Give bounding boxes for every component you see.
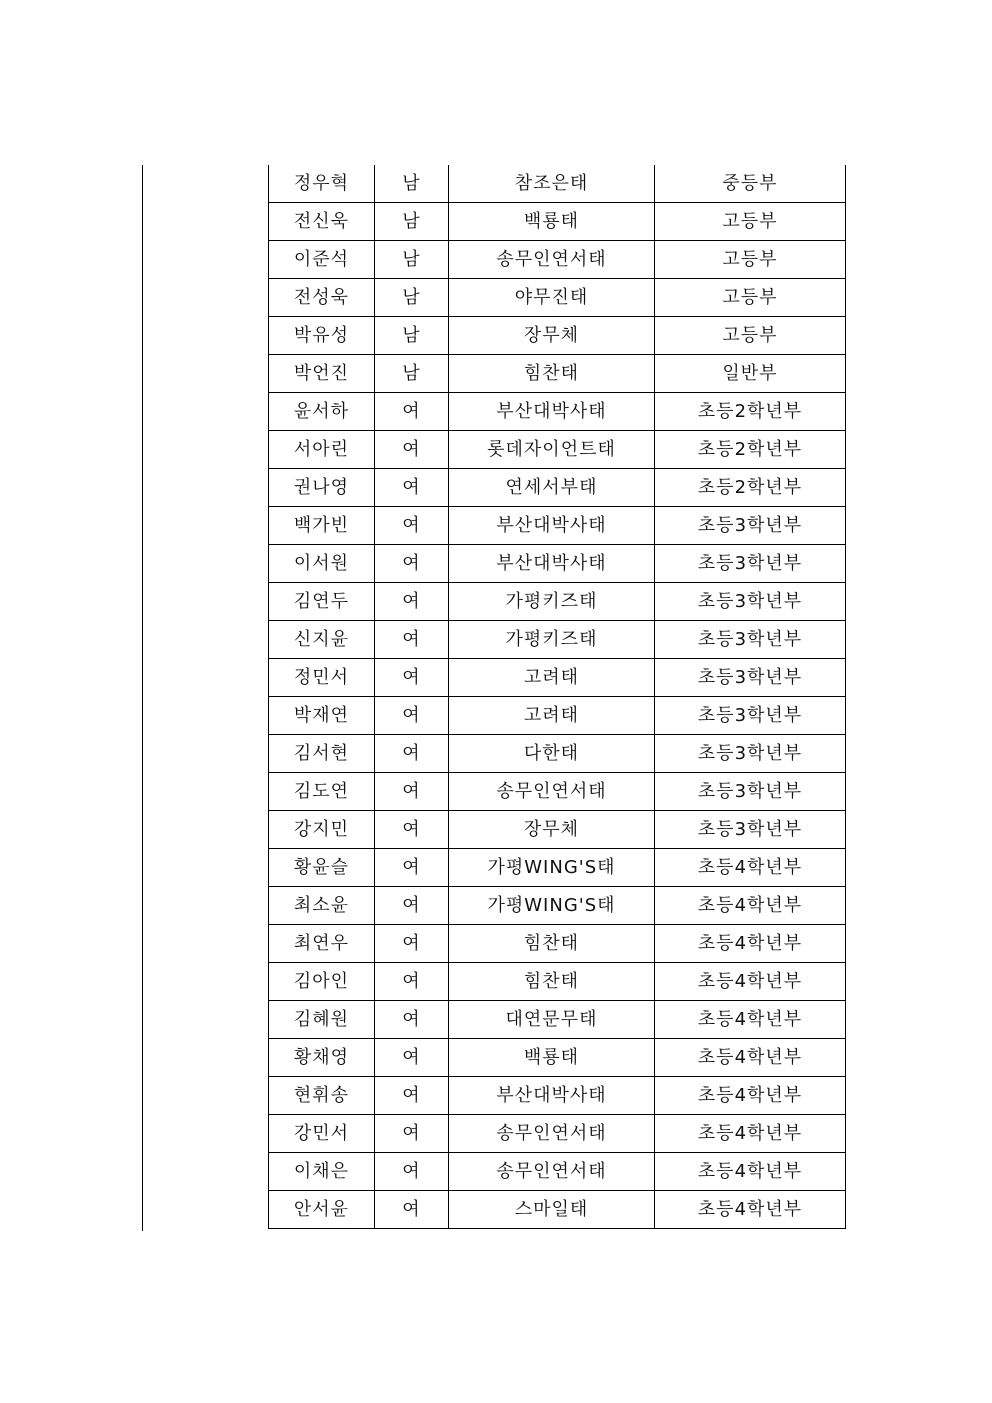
name-cell: 박언진 [269, 355, 375, 393]
gender-cell: 남 [375, 355, 449, 393]
gym-cell: 부산대박사태 [449, 393, 655, 431]
gym-cell: 백룡태 [449, 1039, 655, 1077]
gender-cell: 여 [375, 925, 449, 963]
division-cell: 초등3학년부 [655, 507, 846, 545]
table-row [269, 697, 846, 735]
gym-cell: 부산대박사태 [449, 545, 655, 583]
table-row [269, 925, 846, 963]
table-row [269, 317, 846, 355]
name-cell: 김혜원 [269, 1001, 375, 1039]
division-cell: 초등3학년부 [655, 659, 846, 697]
gym-cell: 가평WING'S태 [449, 849, 655, 887]
gym-cell: 롯데자이언트태 [449, 431, 655, 469]
gender-cell: 여 [375, 697, 449, 735]
table-row [269, 887, 846, 925]
gender-cell: 여 [375, 469, 449, 507]
division-cell: 초등4학년부 [655, 887, 846, 925]
table-row [269, 469, 846, 507]
gender-cell: 여 [375, 1153, 449, 1191]
division-cell: 고등부 [655, 203, 846, 241]
table-row [269, 203, 846, 241]
table-row [269, 393, 846, 431]
name-cell: 황윤슬 [269, 849, 375, 887]
gym-cell: 고려태 [449, 659, 655, 697]
name-cell: 이서원 [269, 545, 375, 583]
gym-cell: 가평키즈태 [449, 621, 655, 659]
gym-cell: 가평키즈태 [449, 583, 655, 621]
gym-cell: 힘찬태 [449, 355, 655, 393]
name-cell: 최연우 [269, 925, 375, 963]
name-cell: 김도연 [269, 773, 375, 811]
gym-cell: 힘찬태 [449, 963, 655, 1001]
division-cell: 초등4학년부 [655, 1039, 846, 1077]
division-cell: 초등4학년부 [655, 925, 846, 963]
division-cell: 초등4학년부 [655, 1153, 846, 1191]
gender-cell: 여 [375, 1077, 449, 1115]
gym-cell: 스마일태 [449, 1191, 655, 1229]
gender-cell: 남 [375, 317, 449, 355]
gender-cell: 남 [375, 203, 449, 241]
gender-cell: 남 [375, 241, 449, 279]
gender-cell: 여 [375, 963, 449, 1001]
division-cell: 초등3학년부 [655, 697, 846, 735]
gym-cell: 가평WING'S태 [449, 887, 655, 925]
gender-cell: 여 [375, 659, 449, 697]
name-cell: 김연두 [269, 583, 375, 621]
division-cell: 고등부 [655, 279, 846, 317]
division-cell: 일반부 [655, 355, 846, 393]
table-row [269, 963, 846, 1001]
division-cell: 초등4학년부 [655, 1077, 846, 1115]
gender-cell: 여 [375, 545, 449, 583]
gender-cell: 여 [375, 507, 449, 545]
gender-cell: 여 [375, 811, 449, 849]
table-row [269, 431, 846, 469]
name-cell: 윤서하 [269, 393, 375, 431]
gym-cell: 연세서부태 [449, 469, 655, 507]
gym-cell: 참조은태 [449, 165, 655, 203]
table-row [269, 1191, 846, 1229]
name-cell: 현휘송 [269, 1077, 375, 1115]
gender-cell: 남 [375, 279, 449, 317]
division-cell: 초등4학년부 [655, 963, 846, 1001]
division-cell: 초등3학년부 [655, 545, 846, 583]
gender-cell: 여 [375, 887, 449, 925]
division-cell: 초등4학년부 [655, 1001, 846, 1039]
participant-table [268, 165, 846, 1229]
division-cell: 초등2학년부 [655, 431, 846, 469]
gym-cell: 다한태 [449, 735, 655, 773]
name-cell: 박유성 [269, 317, 375, 355]
name-cell: 황채영 [269, 1039, 375, 1077]
division-cell: 초등3학년부 [655, 621, 846, 659]
gender-cell: 여 [375, 393, 449, 431]
gender-cell: 여 [375, 1115, 449, 1153]
gym-cell: 백룡태 [449, 203, 655, 241]
gym-cell: 송무인연서태 [449, 241, 655, 279]
name-cell: 김서현 [269, 735, 375, 773]
gender-cell: 여 [375, 849, 449, 887]
gender-cell: 여 [375, 1191, 449, 1229]
name-cell: 정민서 [269, 659, 375, 697]
name-cell: 백가빈 [269, 507, 375, 545]
table-row [269, 1001, 846, 1039]
table-row [269, 507, 846, 545]
gym-cell: 부산대박사태 [449, 507, 655, 545]
name-cell: 강민서 [269, 1115, 375, 1153]
gender-cell: 여 [375, 1039, 449, 1077]
table-row [269, 849, 846, 887]
table-row [269, 659, 846, 697]
name-cell: 신지윤 [269, 621, 375, 659]
name-cell: 전성욱 [269, 279, 375, 317]
table-row [269, 773, 846, 811]
table-row [269, 165, 846, 203]
gym-cell: 송무인연서태 [449, 1153, 655, 1191]
division-cell: 중등부 [655, 165, 846, 203]
table-row [269, 355, 846, 393]
division-cell: 초등3학년부 [655, 811, 846, 849]
name-cell: 김아인 [269, 963, 375, 1001]
gym-cell: 고려태 [449, 697, 655, 735]
gym-cell: 장무체 [449, 317, 655, 355]
table-row [269, 241, 846, 279]
division-cell: 초등3학년부 [655, 735, 846, 773]
division-cell: 초등2학년부 [655, 469, 846, 507]
name-cell: 서아린 [269, 431, 375, 469]
gym-cell: 장무체 [449, 811, 655, 849]
gender-cell: 남 [375, 165, 449, 203]
name-cell: 권나영 [269, 469, 375, 507]
division-cell: 초등2학년부 [655, 393, 846, 431]
division-cell: 초등3학년부 [655, 773, 846, 811]
table-row [269, 1115, 846, 1153]
gender-cell: 여 [375, 773, 449, 811]
table-row [269, 621, 846, 659]
table-row [269, 1039, 846, 1077]
gym-cell: 송무인연서태 [449, 1115, 655, 1153]
gym-cell: 대연문무태 [449, 1001, 655, 1039]
gender-cell: 여 [375, 1001, 449, 1039]
gym-cell: 야무진태 [449, 279, 655, 317]
gender-cell: 여 [375, 735, 449, 773]
table-row [269, 583, 846, 621]
division-cell: 초등4학년부 [655, 1191, 846, 1229]
gym-cell: 부산대박사태 [449, 1077, 655, 1115]
name-cell: 최소윤 [269, 887, 375, 925]
division-cell: 고등부 [655, 317, 846, 355]
division-cell: 고등부 [655, 241, 846, 279]
table-row [269, 735, 846, 773]
name-cell: 정우혁 [269, 165, 375, 203]
table-row [269, 279, 846, 317]
name-cell: 전신욱 [269, 203, 375, 241]
division-cell: 초등4학년부 [655, 1115, 846, 1153]
table-row [269, 545, 846, 583]
name-cell: 안서윤 [269, 1191, 375, 1229]
division-cell: 초등3학년부 [655, 583, 846, 621]
left-margin-rule [142, 165, 143, 1231]
name-cell: 이준석 [269, 241, 375, 279]
gym-cell: 힘찬태 [449, 925, 655, 963]
name-cell: 강지민 [269, 811, 375, 849]
division-cell: 초등4학년부 [655, 849, 846, 887]
gender-cell: 여 [375, 431, 449, 469]
gender-cell: 여 [375, 621, 449, 659]
table-row [269, 1077, 846, 1115]
gender-cell: 여 [375, 583, 449, 621]
name-cell: 박재연 [269, 697, 375, 735]
gym-cell: 송무인연서태 [449, 773, 655, 811]
table-row [269, 811, 846, 849]
table-row [269, 1153, 846, 1191]
participant-table-body [269, 165, 846, 1229]
name-cell: 이채은 [269, 1153, 375, 1191]
